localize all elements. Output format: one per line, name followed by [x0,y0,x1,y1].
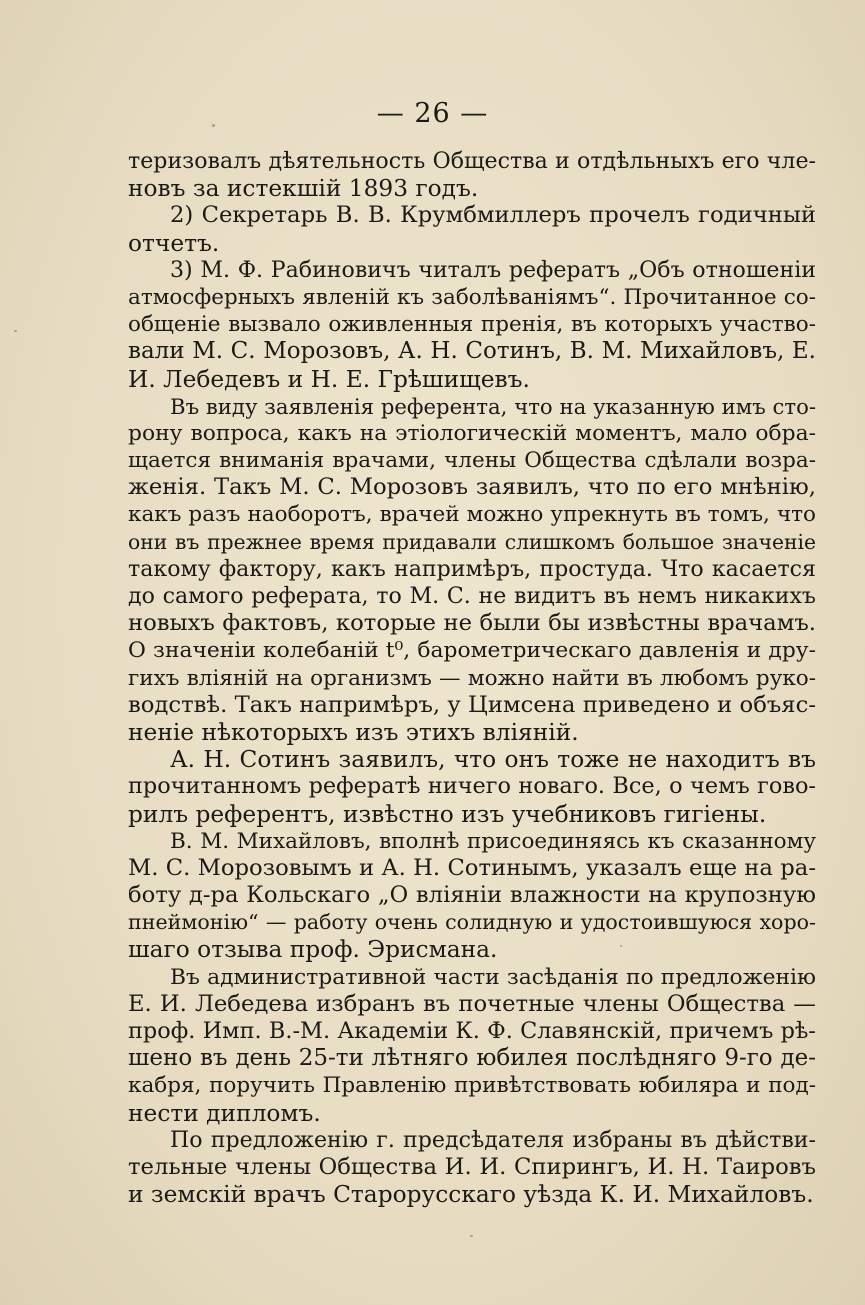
text-line: они въ прежнее время придавали слишкомъ большое значеніе [128,529,816,554]
text-line: нести дипломъ. [128,1099,321,1127]
text-line: до самого реферата, то М. С. не видитъ въ немъ никакихъ [128,583,816,609]
text-line: По предложенію г. предсѣдателя избраны въ дѣйстви- [170,1126,816,1153]
text-line: Въ виду заявленія референта, что на указанную имъ сто- [170,393,816,419]
text-line: И. Лебедевъ и Н. Е. Грѣшищевъ. [128,365,530,393]
text-line: В. М. Михайловъ, вполнѣ присоединяясь къ сказанному [170,828,816,854]
page-number: — 26 — [376,98,489,129]
text-line: пнеймонію“ — работу очень солидную и удостоившуюся хоро- [128,910,816,935]
text-line: О значеніи колебаній t⁰, барометрическаго давленія и дру- [128,638,816,664]
text-line: теризовалъ дѣятельность Общества и отдѣльныхъ его чле- [128,148,816,174]
text-line: тельные члены Общества И. И. Спирингъ, И. Н. Таировъ [128,1153,816,1180]
text-line: женія. Такъ М. С. Морозовъ заявилъ, что по его мнѣнію, [128,474,816,501]
paper-speck [470,1235,473,1237]
text-line: вали М. С. Морозовъ, А. Н. Сотинъ, В. М. Михайловъ, Е. [128,338,816,365]
paper-speck [212,124,215,127]
text-line: А. Н. Сотинъ заявилъ, что онъ тоже не находитъ въ [170,746,816,774]
text-line: новыхъ фактовъ, которые не были бы извѣстны врачамъ. [128,610,816,637]
text-line: рилъ референтъ, извѣстно изъ учебниковъ гигіены. [128,800,767,828]
text-line: новъ за истекшій 1893 годъ. [128,175,479,203]
text-line: рону вопроса, какъ на этіологическій моментъ, мало обра- [128,420,816,446]
text-line: водствѣ. Такъ напримѣръ, у Цимсена приведено и объяс- [128,691,816,718]
text-line: Е. И. Лебедева избранъ въ почетные члены Общества — [128,990,816,1017]
text-line: неніе нѣкоторыхъ изъ этихъ вліяній. [128,718,579,746]
text-line: М. С. Морозовымъ и А. Н. Сотинымъ, указалъ еще на ра- [128,854,816,881]
page-text [128,148,816,1208]
paper-speck [14,330,17,332]
text-line: шаго отзыва проф. Эрисмана. [128,936,498,964]
paper-speck [620,945,622,947]
text-line: гихъ вліяній на организмъ — можно найти въ любомъ руко- [128,665,816,691]
text-line: атмосферныхъ явленій къ заболѣваніямъ“. Прочитанное со- [128,284,816,310]
text-line: 2) Секретарь В. В. Крумбмиллеръ прочелъ годичный [170,202,816,229]
text-line: и земскій врачъ Старорусскаго уѣзда К. И. Михайловъ. [128,1181,814,1209]
text-line: боту д-ра Кольскаго „О вліяніи влажности на крупозную [128,882,816,909]
text-line: проф. Имп. В.-М. Академіи К. Ф. Славянскій, причемъ рѣ- [128,1018,816,1044]
text-line: 3) М. Ф. Рабиновичъ читалъ рефератъ „Объ отношеніи [170,256,816,283]
text-line: щается вниманія врачами, члены Общества сдѣлали возра- [128,448,816,474]
text-line: кабря, поручить Правленію привѣтствовать юбиляра и под- [128,1073,816,1099]
text-line: какъ разъ наоборотъ, врачей можно упрекнуть въ томъ, что [128,502,816,528]
text-line: шено въ день 25-ти лѣтняго юбилея послѣдняго 9-го де- [128,1045,816,1072]
text-line: Въ административной части засѣданія по предложенію [170,964,816,990]
text-line: такому фактору, какъ напримѣръ, простуда. Что касается [128,555,816,582]
text-line: общеніе вызвало оживленныя пренія, въ которыхъ участво- [128,312,816,338]
text-line: прочитанномъ рефератѣ ничего новаго. Все, о чемъ гово- [128,773,816,800]
text-line: отчетъ. [128,229,220,257]
